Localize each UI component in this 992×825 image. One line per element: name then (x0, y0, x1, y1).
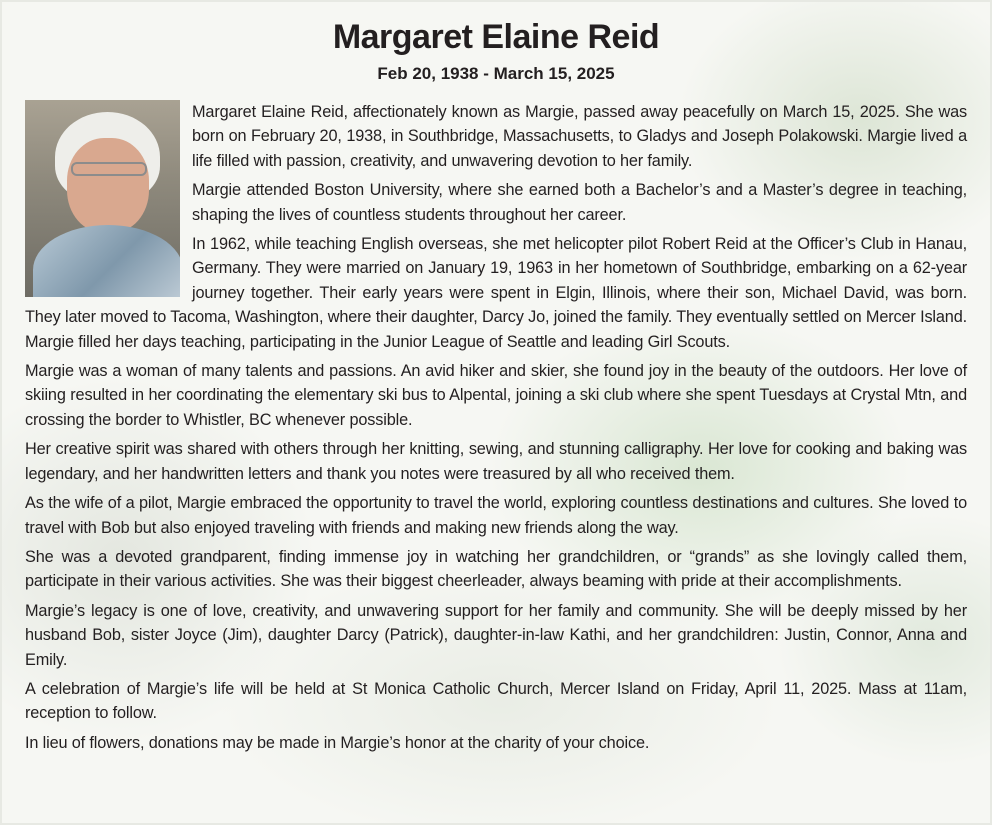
paragraph: A celebration of Margie’s life will be held at St Monica Catholic Church, Mercer Island on Friday, April 11, 2025. Mass at 11am, reception to follow. (25, 679, 967, 723)
paragraph: Margaret Elaine Reid, affectionately known as Margie, passed away peacefully on March 15, 2025. She was born on February 20, 1938, in Southbridge, Massachusetts, to Gladys and Joseph Polakowski. Margie lived a life filled with passion, creativity, and unwavering devotion to her family. (192, 103, 967, 170)
paragraph: In lieu of flowers, donations may be made in Margie’s honor at the charity of your choice. (25, 733, 650, 752)
obituary-body (25, 100, 967, 760)
paragraph: She was a devoted grandparent, finding immense joy in watching her grandchildren, or “grands” as she lovingly called them, participate in their various activities. She was their biggest cheerleader, always beaming with pride at their accomplishments. (25, 547, 967, 591)
paragraph: Margie’s legacy is one of love, creativity, and unwavering support for her family and community. She will be deeply missed by her husband Bob, sister Joyce (Jim), daughter Darcy (Patrick), daughter-in-law Kathi, and her grandchildren: Justin, Connor, Anna and Emily. (25, 601, 967, 669)
paragraph: In 1962, while teaching English overseas, she met helicopter pilot Robert Reid at the Officer’s Club in Hanau, Germany. They were married on January 19, 1963 in her hometown of Southbridge, embarking on a 62-year journey together. Their early years were spent in Elgin, Illinois, where their son, Michael David, was born. They later moved to Tacoma, Washington, where their daughter, Darcy Jo, joined the family. They eventually settled on Mercer Island. Margie filled her days teaching, participating in the Junior League of Seattle and leading Girl Scouts. (25, 235, 967, 351)
paragraph: Margie was a woman of many talents and passions. An avid hiker and skier, she found joy in the beauty of the outdoors. Her love of skiing resulted in her coordinating the elementary ski bus to Alpental, joining a ski club where she spent Tuesdays at Crystal Mtn, and crossing the border to Whistler, BC whenever possible. (25, 362, 967, 429)
paragraph: Margie attended Boston University, where she earned both a Bachelor’s and a Master’s degree in teaching, shaping the lives of countless students throughout her career. (192, 181, 967, 224)
portrait-photo (25, 100, 180, 297)
paragraph: Her creative spirit was shared with others through her knitting, sewing, and stunning calligraphy. Her love for cooking and baking was legendary, and her handwritten letters and thank you notes were treasured by all who received them. (25, 440, 967, 483)
obituary-name: Margaret Elaine Reid (332, 18, 660, 56)
paragraph: As the wife of a pilot, Margie embraced the opportunity to travel the world, exploring countless destinations and cultures. She loved to travel with Bob but also enjoyed traveling with friends and making new friends along the way. (25, 494, 967, 537)
life-dates: Feb 20, 1938 - March 15, 2025 (377, 64, 615, 83)
